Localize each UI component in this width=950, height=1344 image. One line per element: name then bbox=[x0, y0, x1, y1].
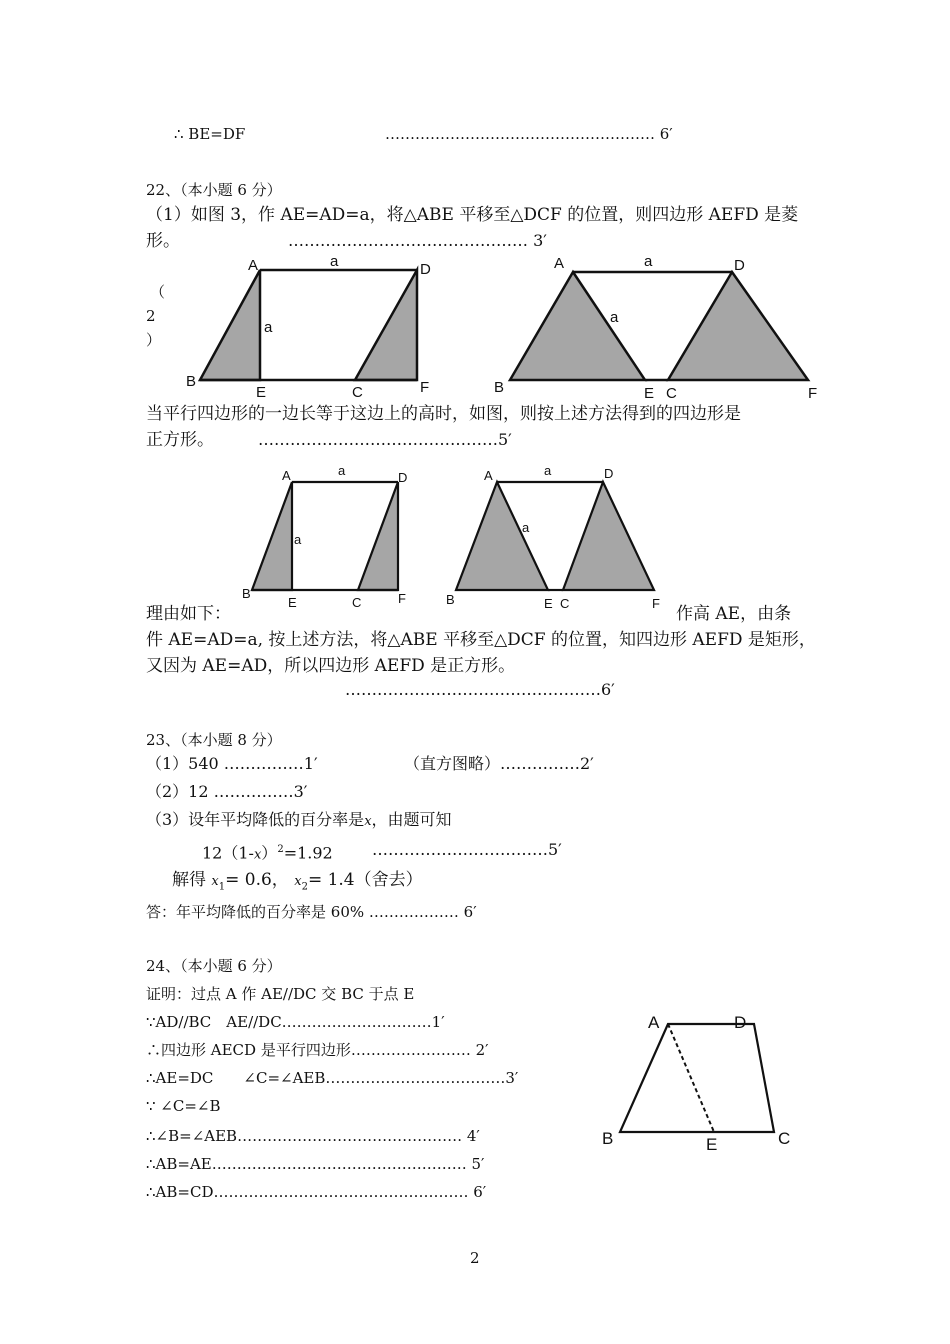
fig3-label-D: D bbox=[398, 470, 408, 485]
q23-answer: 答：年平均降低的百分率是 60% ……………… 6′ bbox=[146, 903, 477, 921]
q22-figure-rhombus-1 bbox=[180, 252, 440, 400]
q22-reason-line3: 又因为 AE=AD，所以四边形 AEFD 是正方形。 bbox=[146, 656, 516, 676]
fig5-label-A: A bbox=[648, 1013, 660, 1032]
fig2-label-B: B bbox=[494, 379, 505, 396]
fig4-label-C: C bbox=[560, 596, 570, 611]
fig1-label-E: E bbox=[256, 384, 267, 400]
fig3-label-a-side: a bbox=[294, 532, 302, 547]
q22-reason-label: 理由如下： bbox=[146, 604, 231, 624]
fig2-label-F: F bbox=[808, 385, 818, 400]
q22-part2-score: ………………………………………5′ bbox=[258, 430, 512, 449]
q22-figure-square-1 bbox=[238, 462, 418, 612]
q22-side-open: （ bbox=[150, 283, 166, 301]
fig2-label-C: C bbox=[666, 385, 677, 400]
q24-title: 24、（本小题 6 分） bbox=[146, 957, 282, 975]
q22-figure-rhombus-2 bbox=[490, 252, 830, 400]
fig3-label-A: A bbox=[282, 468, 291, 483]
fig4-label-a-side: a bbox=[522, 520, 530, 535]
q23-line2: （2）12 ……………3′ bbox=[146, 782, 308, 801]
fig5-label-D: D bbox=[734, 1013, 747, 1032]
q24-step7: ∴AB=CD…………………………………………… 6′ bbox=[146, 1183, 487, 1201]
q23-eq-var: x bbox=[253, 847, 262, 863]
q23-sol-x2: x bbox=[294, 874, 302, 889]
q22-reason-line2: 件 AE=AD=a, 按上述方法，将△ABE 平移至△DCF 的位置，知四边形 AEFD 是矩形， bbox=[146, 630, 816, 650]
q24-step4: ∵ ∠C=∠B bbox=[146, 1097, 221, 1115]
fig1-label-F: F bbox=[420, 379, 430, 396]
q23-sol-v1: = 0.6， bbox=[225, 870, 289, 890]
q23-eq-b: ） bbox=[261, 843, 278, 863]
q22-figure-square-2 bbox=[440, 462, 670, 614]
fig3-label-C: C bbox=[352, 595, 362, 610]
fig1-label-a-top: a bbox=[330, 253, 339, 270]
fig2-label-D: D bbox=[734, 257, 745, 274]
q23-eq-sup: 2 bbox=[277, 844, 284, 855]
q23-sol-v2: = 1.4（舍去） bbox=[307, 870, 423, 890]
q23-line3-b: ，由题可知 bbox=[371, 810, 452, 829]
q22-part2-line1: 当平行四边形的一边长等于这边上的高时，如图，则按上述方法得到的四边形是 bbox=[146, 404, 741, 424]
q23-sol-label: 解得 bbox=[172, 870, 206, 890]
q22-part2-line2: 正方形。 bbox=[146, 430, 214, 450]
q22-part1-line2: 形。 bbox=[146, 231, 180, 251]
q22-side-close: ） bbox=[146, 331, 162, 349]
q24-proof-intro: 证明：过点 A 作 AE//DC 交 BC 于点 E bbox=[146, 985, 415, 1003]
q23-sol-s1: 1 bbox=[218, 881, 226, 893]
q23-line1-right: （直方图略）……………2′ bbox=[404, 754, 594, 773]
q24-step5: ∴∠B=∠AEB……………………………………… 4′ bbox=[146, 1127, 480, 1145]
q23-line1: （1）540 ……………1′ bbox=[146, 754, 318, 773]
q22-part1-line1: （1）如图 3，作 AE=AD=a，将△ABE 平移至△DCF 的位置，则四边形 AEFD 是菱 bbox=[146, 205, 799, 225]
q24-step1: ∵AD//BC AE//DC…………………………1′ bbox=[146, 1013, 445, 1031]
fig5-label-C: C bbox=[778, 1129, 791, 1148]
fig3-label-B: B bbox=[242, 586, 251, 601]
q23-eq-a: 12（1- bbox=[202, 843, 254, 863]
q24-figure-trapezoid bbox=[596, 1006, 806, 1158]
fig4-label-F: F bbox=[652, 596, 660, 611]
fig3-label-E: E bbox=[288, 595, 297, 610]
fig2-label-a-side: a bbox=[610, 309, 619, 326]
fig2-label-E: E bbox=[644, 385, 655, 400]
fig2-label-a-top: a bbox=[644, 253, 653, 270]
fig3-label-F: F bbox=[398, 591, 406, 606]
fig1-label-C: C bbox=[352, 384, 363, 400]
q23-title: 23、（本小题 8 分） bbox=[146, 731, 282, 749]
q23-solution bbox=[172, 870, 423, 897]
header-conclusion: ∴ BE=DF bbox=[174, 125, 246, 143]
fig4-label-B: B bbox=[446, 592, 455, 607]
page-number: 2 bbox=[470, 1249, 480, 1267]
header-conclusion-score: ……………………………………………… 6′ bbox=[385, 125, 673, 143]
q23-sol-x1: x bbox=[211, 874, 219, 889]
fig4-label-A: A bbox=[484, 468, 493, 483]
q22-part1-score: ……………………………………… 3′ bbox=[288, 231, 547, 250]
q23-eq-c: =1.92 bbox=[283, 843, 333, 863]
q24-step3: ∴AE=DC ∠C=∠AEB………………………………3′ bbox=[146, 1069, 519, 1087]
q22-title: 22、（本小题 6 分） bbox=[146, 181, 282, 199]
q24-step6: ∴AB=AE…………………………………………… 5′ bbox=[146, 1155, 485, 1173]
q23-sol-s2: 2 bbox=[301, 881, 308, 893]
fig2-label-A: A bbox=[554, 255, 565, 272]
fig1-label-B: B bbox=[186, 373, 197, 390]
fig5-label-E: E bbox=[706, 1135, 718, 1154]
q23-equation-score: ……………………………5′ bbox=[372, 840, 562, 859]
fig4-label-D: D bbox=[604, 466, 614, 481]
q23-line3-var: x bbox=[364, 814, 372, 829]
q23-equation bbox=[202, 840, 333, 865]
q23-line3 bbox=[146, 810, 452, 832]
q24-step2: ∴四边形 AECD 是平行四边形…………………… 2′ bbox=[146, 1041, 489, 1059]
fig1-label-A: A bbox=[248, 257, 259, 274]
fig4-label-a-top: a bbox=[544, 463, 552, 478]
q22-reason-score: …………………………………………6′ bbox=[345, 680, 615, 699]
q23-line3-a: （3）设年平均降低的百分率是 bbox=[146, 810, 365, 829]
fig1-label-a-side: a bbox=[264, 319, 273, 336]
q22-reason-tail: 作高 AE，由条 bbox=[676, 604, 792, 624]
fig3-label-a-top: a bbox=[338, 463, 346, 478]
fig5-label-B: B bbox=[602, 1129, 614, 1148]
fig4-label-E: E bbox=[544, 596, 553, 611]
q22-side-num: 2 bbox=[146, 307, 156, 325]
fig1-label-D: D bbox=[420, 261, 431, 278]
